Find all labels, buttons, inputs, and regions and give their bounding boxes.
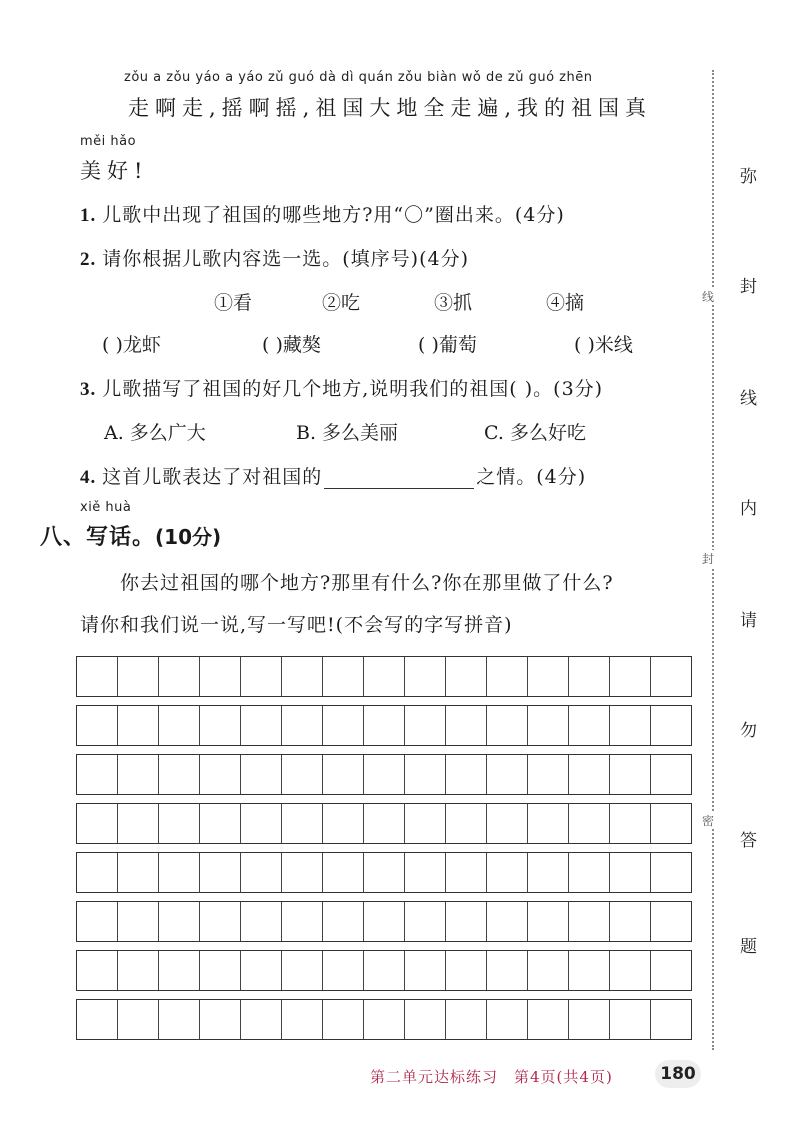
grid-cell[interactable] — [77, 755, 118, 794]
grid-cell[interactable] — [569, 951, 610, 990]
grid-cell[interactable] — [159, 951, 200, 990]
page-indicator: 第4页(共4页) — [514, 1068, 613, 1086]
grid-row[interactable] — [76, 656, 692, 697]
grid-cell[interactable] — [323, 853, 364, 892]
question-text: 儿歌描写了祖国的好几个地方,说明我们的祖国( )。(3分) — [102, 378, 604, 400]
section8-title-text: 八、写话。 — [40, 524, 156, 550]
grid-cell[interactable] — [446, 853, 487, 892]
poem-line2-pinyin: měi hǎo — [80, 134, 137, 149]
grid-cell[interactable] — [323, 951, 364, 990]
grid-cell[interactable] — [569, 853, 610, 892]
grid-cell[interactable] — [200, 1000, 241, 1039]
grid-cell[interactable] — [323, 706, 364, 745]
binding-char: 线 — [740, 389, 757, 409]
grid-cell[interactable] — [528, 1000, 569, 1039]
grid-cell[interactable] — [77, 657, 118, 696]
grid-cell[interactable] — [651, 755, 691, 794]
question-number: 2. — [80, 249, 97, 270]
section8-title — [40, 520, 221, 551]
binding-char: 答 — [740, 831, 757, 851]
grid-cell[interactable] — [610, 853, 651, 892]
grid-row[interactable] — [76, 754, 692, 795]
grid-cell[interactable] — [364, 706, 405, 745]
grid-cell[interactable] — [159, 706, 200, 745]
grid-cell[interactable] — [282, 804, 323, 843]
grid-row[interactable] — [76, 852, 692, 893]
grid-cell[interactable] — [118, 755, 159, 794]
fill-blank-1[interactable]: ( )龙虾 — [102, 334, 161, 356]
grid-cell[interactable] — [241, 951, 282, 990]
grid-cell[interactable] — [651, 657, 691, 696]
grid-cell[interactable] — [528, 657, 569, 696]
poem-line1-pinyin: zǒu a zǒu yáo a yáo zǔ guó dà dì quán zǒu biàn wǒ de zǔ guó zhēn — [124, 70, 593, 85]
page-footer — [370, 1066, 613, 1087]
grid-cell[interactable] — [364, 902, 405, 941]
grid-cell[interactable] — [651, 1000, 691, 1039]
grid-cell[interactable] — [651, 853, 691, 892]
grid-cell[interactable] — [77, 1000, 118, 1039]
grid-cell[interactable] — [323, 1000, 364, 1039]
binding-char: 内 — [740, 499, 757, 519]
grid-cell[interactable] — [364, 755, 405, 794]
grid-cell[interactable] — [487, 951, 528, 990]
grid-cell[interactable] — [323, 804, 364, 843]
grid-cell[interactable] — [405, 657, 446, 696]
question-text: 儿歌中出现了祖国的哪些地方?用“〇”圈出来。(4分) — [102, 204, 565, 226]
grid-cell[interactable] — [528, 755, 569, 794]
grid-cell[interactable] — [569, 657, 610, 696]
grid-cell[interactable] — [159, 902, 200, 941]
question-text: 请你根据儿歌内容选一选。(填序号)(4分) — [102, 248, 469, 270]
grid-cell[interactable] — [528, 706, 569, 745]
grid-cell[interactable] — [487, 853, 528, 892]
grid-cell[interactable] — [364, 951, 405, 990]
grid-cell[interactable] — [77, 902, 118, 941]
grid-cell[interactable] — [118, 1000, 159, 1039]
grid-cell[interactable] — [241, 853, 282, 892]
grid-cell[interactable] — [528, 902, 569, 941]
question-text-after: 之情。(4分) — [476, 466, 587, 488]
grid-cell[interactable] — [200, 706, 241, 745]
grid-cell[interactable] — [610, 657, 651, 696]
grid-cell[interactable] — [364, 1000, 405, 1039]
grid-cell[interactable] — [77, 853, 118, 892]
question-number: 1. — [80, 205, 97, 226]
grid-cell[interactable] — [282, 755, 323, 794]
grid-cell[interactable] — [610, 1000, 651, 1039]
grid-cell[interactable] — [241, 657, 282, 696]
seal-char: 线 — [702, 290, 715, 304]
option-1: ①看 — [214, 292, 253, 314]
grid-cell[interactable] — [446, 755, 487, 794]
grid-cell[interactable] — [159, 755, 200, 794]
grid-cell[interactable] — [651, 804, 691, 843]
choice-b[interactable]: B. 多么美丽 — [296, 422, 399, 444]
grid-cell[interactable] — [446, 1000, 487, 1039]
section8-pinyin: xiě huà — [80, 500, 132, 515]
grid-cell[interactable] — [282, 853, 323, 892]
grid-cell[interactable] — [241, 804, 282, 843]
grid-cell[interactable] — [651, 706, 691, 745]
grid-cell[interactable] — [200, 951, 241, 990]
question-text-before: 这首儿歌表达了对祖国的 — [102, 466, 323, 488]
writing-prompt-1: 你去过祖国的哪个地方?那里有什么?你在那里做了什么? — [120, 572, 614, 594]
grid-cell[interactable] — [200, 657, 241, 696]
page-number-badge: 180 — [655, 1060, 701, 1088]
grid-cell[interactable] — [77, 804, 118, 843]
grid-cell[interactable] — [405, 902, 446, 941]
binding-char: 封 — [740, 277, 757, 297]
grid-cell[interactable] — [282, 657, 323, 696]
writing-prompt-2: 请你和我们说一说,写一写吧!(不会写的字写拼音) — [80, 614, 513, 636]
fill-blank-2[interactable]: ( )藏獒 — [262, 334, 321, 356]
answer-blank-line[interactable] — [324, 475, 474, 489]
grid-cell[interactable] — [405, 755, 446, 794]
grid-cell[interactable] — [159, 657, 200, 696]
grid-cell[interactable] — [282, 706, 323, 745]
grid-cell[interactable] — [610, 755, 651, 794]
grid-cell[interactable] — [405, 706, 446, 745]
grid-cell[interactable] — [405, 804, 446, 843]
grid-cell[interactable] — [323, 755, 364, 794]
grid-cell[interactable] — [610, 951, 651, 990]
grid-cell[interactable] — [364, 804, 405, 843]
grid-cell[interactable] — [528, 853, 569, 892]
grid-cell[interactable] — [77, 951, 118, 990]
grid-cell[interactable] — [323, 657, 364, 696]
grid-row[interactable] — [76, 901, 692, 942]
question-4 — [80, 462, 586, 489]
binding-char: 请 — [740, 611, 757, 631]
grid-cell[interactable] — [569, 804, 610, 843]
grid-cell[interactable] — [241, 1000, 282, 1039]
grid-cell[interactable] — [241, 902, 282, 941]
fill-blank-3[interactable]: ( )葡萄 — [418, 334, 477, 356]
grid-cell[interactable] — [487, 706, 528, 745]
grid-cell[interactable] — [528, 951, 569, 990]
grid-cell[interactable] — [487, 657, 528, 696]
grid-cell[interactable] — [118, 657, 159, 696]
grid-cell[interactable] — [569, 706, 610, 745]
option-2: ②吃 — [322, 292, 361, 314]
grid-cell[interactable] — [405, 1000, 446, 1039]
grid-cell[interactable] — [364, 657, 405, 696]
grid-cell[interactable] — [569, 755, 610, 794]
grid-cell[interactable] — [446, 902, 487, 941]
section8-points: (10分) — [155, 525, 222, 549]
binding-char: 题 — [740, 937, 757, 957]
choice-a[interactable]: A. 多么广大 — [104, 422, 206, 444]
grid-cell[interactable] — [118, 902, 159, 941]
grid-cell[interactable] — [610, 902, 651, 941]
question-2 — [80, 244, 469, 271]
grid-cell[interactable] — [651, 902, 691, 941]
grid-cell[interactable] — [159, 1000, 200, 1039]
grid-cell[interactable] — [118, 951, 159, 990]
grid-cell[interactable] — [200, 853, 241, 892]
grid-cell[interactable] — [282, 902, 323, 941]
grid-cell[interactable] — [118, 706, 159, 745]
question-3 — [80, 374, 603, 401]
question-number: 3. — [80, 379, 97, 400]
grid-cell[interactable] — [487, 1000, 528, 1039]
grid-cell[interactable] — [446, 657, 487, 696]
grid-cell[interactable] — [487, 804, 528, 843]
grid-cell[interactable] — [569, 1000, 610, 1039]
grid-cell[interactable] — [200, 755, 241, 794]
question-1 — [80, 200, 565, 227]
grid-cell[interactable] — [569, 902, 610, 941]
grid-cell[interactable] — [610, 706, 651, 745]
grid-cell[interactable] — [446, 951, 487, 990]
grid-cell[interactable] — [323, 902, 364, 941]
grid-cell[interactable] — [241, 755, 282, 794]
poem-line2: 美好! — [80, 159, 149, 183]
grid-cell[interactable] — [446, 706, 487, 745]
grid-cell[interactable] — [77, 706, 118, 745]
unit-label: 第二单元达标练习 — [370, 1068, 499, 1086]
grid-cell[interactable] — [241, 706, 282, 745]
choice-c[interactable]: C. 多么好吃 — [484, 422, 586, 444]
writing-grid[interactable] — [76, 656, 692, 1040]
option-3: ③抓 — [434, 292, 473, 314]
grid-cell[interactable] — [651, 951, 691, 990]
fill-blank-4[interactable]: ( )米线 — [574, 334, 633, 356]
grid-cell[interactable] — [610, 804, 651, 843]
grid-cell[interactable] — [405, 853, 446, 892]
question-number: 4. — [80, 467, 97, 488]
option-4: ④摘 — [546, 292, 585, 314]
grid-row[interactable] — [76, 950, 692, 991]
grid-cell[interactable] — [282, 1000, 323, 1039]
binding-char: 勿 — [740, 721, 757, 741]
grid-cell[interactable] — [528, 804, 569, 843]
binding-margin — [702, 70, 772, 1050]
seal-char: 密 — [702, 814, 715, 828]
grid-row[interactable] — [76, 803, 692, 844]
grid-cell[interactable] — [118, 804, 159, 843]
binding-char: 弥 — [740, 167, 757, 187]
seal-char: 封 — [702, 552, 715, 566]
grid-cell[interactable] — [487, 902, 528, 941]
grid-cell[interactable] — [487, 755, 528, 794]
grid-cell[interactable] — [200, 902, 241, 941]
grid-cell[interactable] — [282, 951, 323, 990]
grid-row[interactable] — [76, 705, 692, 746]
grid-row[interactable] — [76, 999, 692, 1040]
grid-cell[interactable] — [200, 804, 241, 843]
grid-cell[interactable] — [364, 853, 405, 892]
grid-cell[interactable] — [405, 951, 446, 990]
grid-cell[interactable] — [118, 853, 159, 892]
grid-cell[interactable] — [446, 804, 487, 843]
grid-cell[interactable] — [159, 853, 200, 892]
poem-line1: 走啊走,摇啊摇,祖国大地全走遍,我的祖国真 — [128, 96, 653, 120]
grid-cell[interactable] — [159, 804, 200, 843]
